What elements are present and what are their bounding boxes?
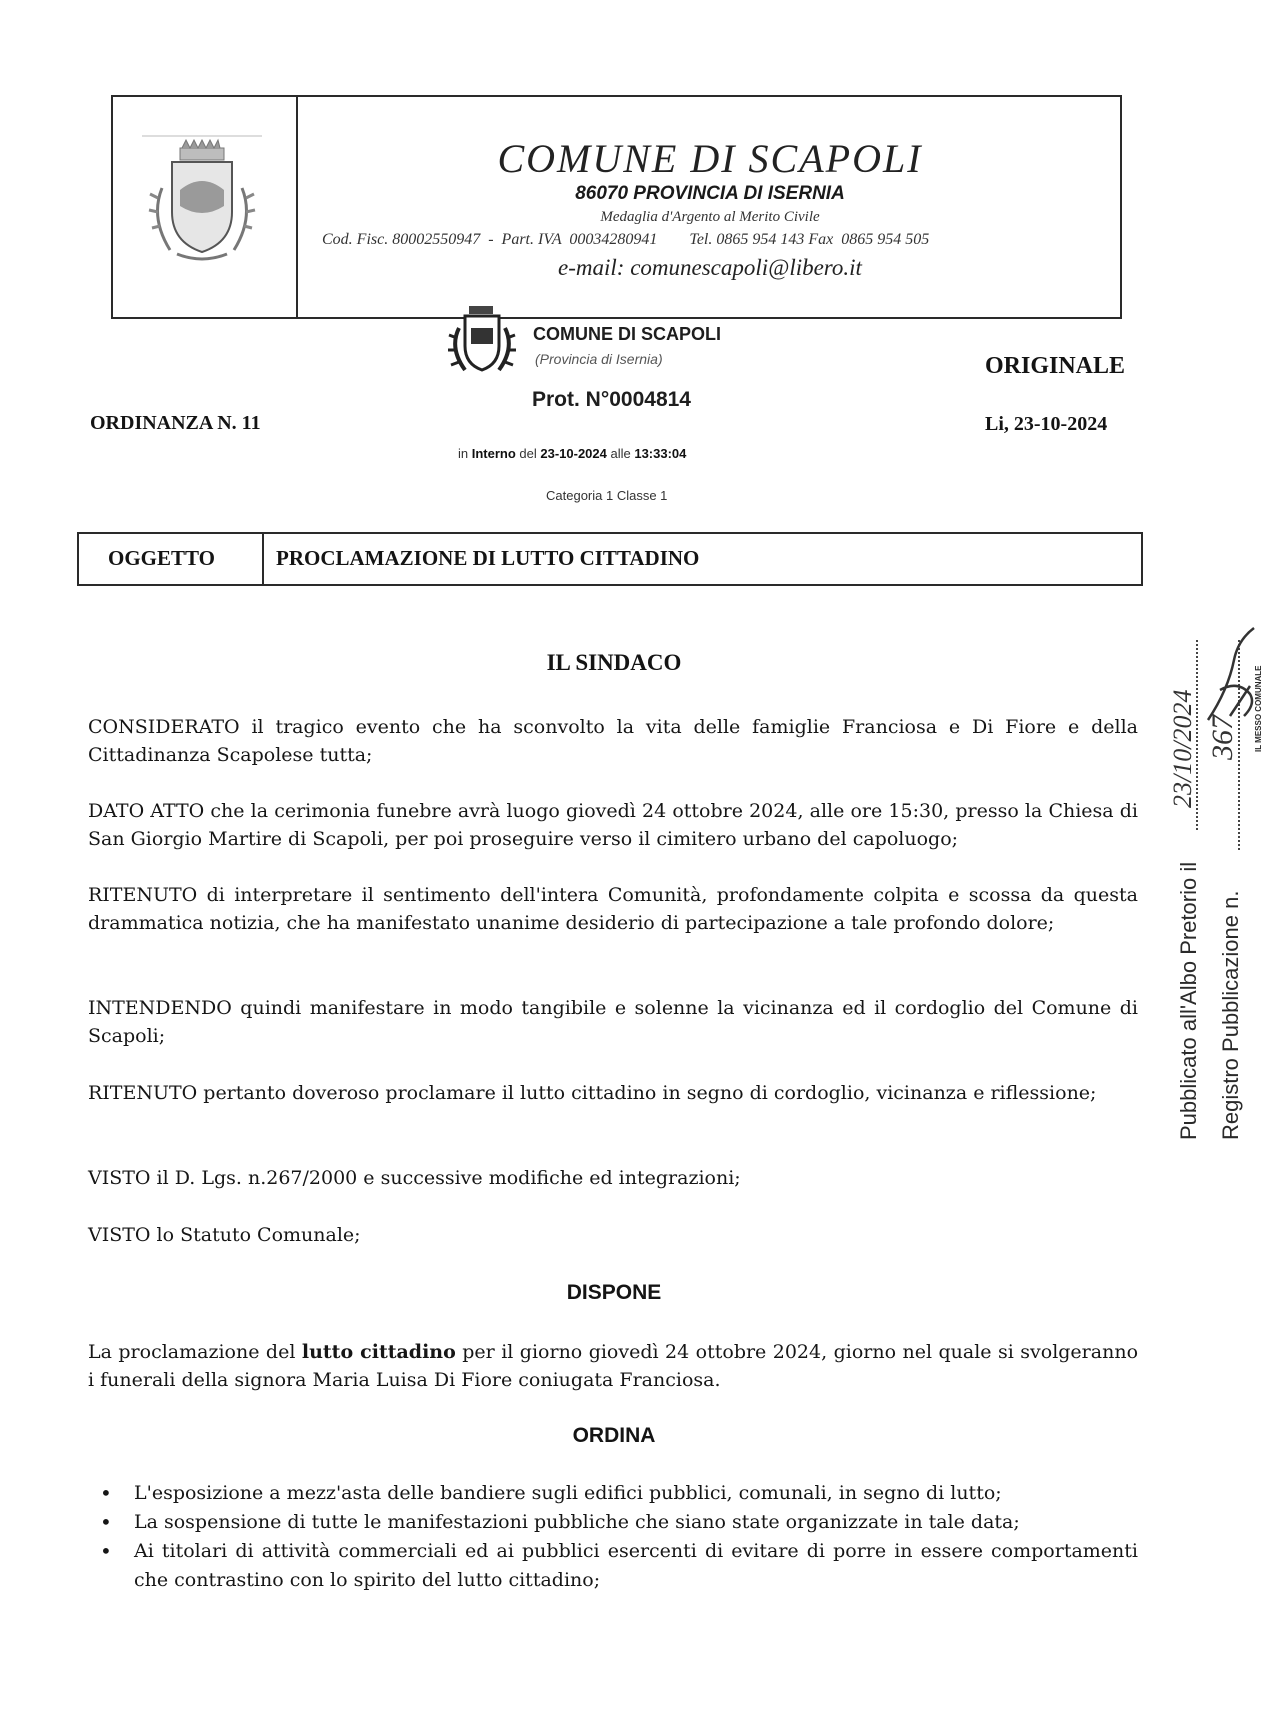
list-item: • Ai titolari di attività commerciali ed ai pubblici esercenti di evitare di porre in essere comportamenti che contrastino con lo spirito del lutto cittadino; — [100, 1537, 1138, 1595]
protocol-registration — [458, 446, 686, 461]
originale-label: ORIGINALE — [985, 353, 1126, 379]
paragraph-visto-statuto: VISTO lo Statuto Comunale; — [88, 1224, 361, 1246]
list-item: • La sospensione di tutte le manifestazioni pubbliche che siano state organizzate in tale data; — [100, 1508, 1138, 1537]
dispone-text-before: La proclamazione del — [88, 1341, 302, 1363]
medaglia-line: Medaglia d'Argento al Merito Civile — [600, 209, 820, 225]
municipal-crest-icon — [132, 128, 272, 278]
oggetto-label: OGGETTO — [108, 546, 215, 570]
interno-prefix: in — [458, 446, 472, 461]
ordina-heading: ORDINA — [572, 1424, 656, 1447]
provincia-line: 86070 PROVINCIA DI ISERNIA — [575, 183, 845, 204]
handwritten-signature-icon — [1200, 620, 1260, 730]
paragraph-ritenuto-2: RITENUTO pertanto doveroso proclamare il lutto cittadino in segno di cordoglio, vicinanza e riflessione; — [88, 1082, 1097, 1104]
stamp-comune: COMUNE DI SCAPOLI — [533, 324, 722, 344]
list-item: • L'esposizione a mezz'asta delle bandiere sugli edifici pubblici, comunali, in segno di lutto; — [100, 1479, 1138, 1508]
paragraph-intendendo: INTENDENDO quindi manifestare in modo tangibile e solenne la vicinanza ed il cordoglio del Comune di Scapoli; — [88, 997, 1138, 1047]
messo-comunale-label: IL MESSO COMUNALE — [1254, 665, 1263, 752]
ordina-list — [100, 1479, 1138, 1595]
registro-handwritten-number: 367 — [1206, 715, 1239, 760]
sindaco-heading: IL SINDACO — [546, 650, 682, 675]
albo-pretorio-label: Pubblicato all'Albo Pretorio il — [1176, 861, 1201, 1140]
protocol-number: Prot. N°0004814 — [532, 388, 691, 411]
document-date: Li, 23-10-2024 — [985, 413, 1108, 435]
paragraph-considerato: CONSIDERATO il tragico evento che ha sconvolto la vita delle famiglie Franciosa e Di Fiore e della Cittadinanza Scapolese tutta; — [88, 716, 1138, 766]
protocol-category: Categoria 1 Classe 1 — [546, 488, 668, 503]
paragraph-dato-atto: DATO ATTO che la cerimonia funebre avrà luogo giovedì 24 ottobre 2024, alle ore 15:30, presso la Chiesa di San Giorgio Martire di Scapoli, per poi proseguire verso il cimitero urbano del capoluogo; — [88, 800, 1138, 850]
paragraph-dispone — [88, 1338, 1138, 1394]
interno-del: del — [515, 446, 541, 461]
interno-alle: alle — [606, 446, 635, 461]
ordinanza-number: ORDINANZA N. 11 — [90, 412, 261, 434]
interno-date: 23-10-2024 — [540, 446, 607, 461]
registro-label: Registro Pubblicazione n. — [1218, 890, 1243, 1140]
dispone-heading: DISPONE — [566, 1281, 662, 1304]
email-line: e-mail: comunescapoli@libero.it — [558, 255, 862, 280]
oggetto-divider — [262, 532, 264, 586]
stamp-provincia: (Provincia di Isernia) — [535, 351, 663, 367]
dispone-text-bold: lutto cittadino — [301, 1341, 456, 1363]
paragraph-ritenuto: RITENUTO di interpretare il sentimento dell'intera Comunità, profondamente colpita e scossa da questa drammatica notizia, che ha manifestato unanime desiderio di partecipazione a tale profondo dolore; — [88, 884, 1138, 934]
albo-handwritten-date: 23/10/2024 — [1168, 689, 1197, 808]
dispone-text-after: per il giorno giovedì 24 ottobre 2024, giorno nel quale si svolgeranno i funerali della signora Maria Luisa Di Fiore coniugata Franciosa. — [88, 1341, 1139, 1391]
stamp-crest-icon — [443, 304, 521, 378]
header-divider — [296, 95, 298, 319]
oggetto-text: PROCLAMAZIONE DI LUTTO CITTADINO — [276, 546, 700, 570]
paragraph-visto-dlgs: VISTO il D. Lgs. n.267/2000 e successive modifiche ed integrazioni; — [88, 1167, 741, 1189]
comune-title: COMUNE DI SCAPOLI — [497, 136, 923, 181]
interno-label: Interno — [471, 446, 516, 461]
codes-line: Cod. Fisc. 80002550947 - Part. IVA 00034280941 Tel. 0865 954 143 Fax 0865 954 505 — [322, 231, 930, 248]
interno-time: 13:33:04 — [634, 446, 687, 461]
